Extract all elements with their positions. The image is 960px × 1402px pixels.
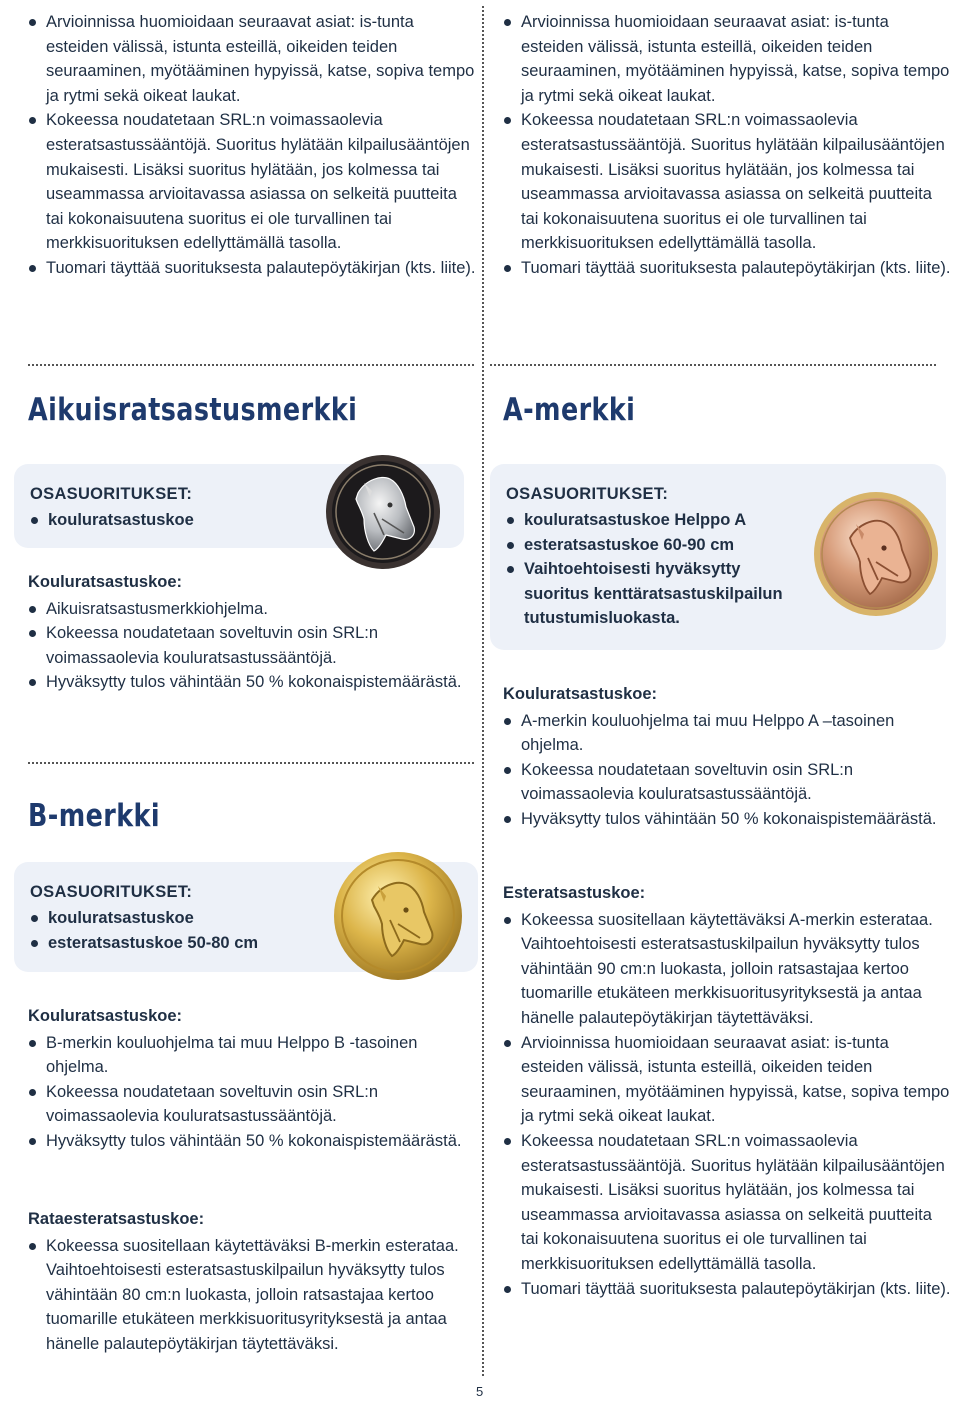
panel-title: OSASUORITUKSET:: [30, 883, 193, 901]
list-item: Aikuisratsastusmerkkiohjelma.: [28, 597, 476, 622]
subsection-title: Rataesteratsastuskoe:: [28, 1210, 205, 1228]
esteratsastuskoe-list: [503, 908, 951, 1302]
list-item: Arvioinnissa huomioidaan seuraavat asiat: is-tunta esteiden välissä, istunta esteillä, oikeiden teiden seuraaminen, myötääminen hypyissä, katse, sopiva tempo ja rytmi sekä oikeat laukat.: [503, 1031, 951, 1129]
list-item: Kokeessa noudatetaan SRL:n voimassaolevia esteratsastussääntöjä. Suoritus hylätään kilpailusääntöjen mukaisesti. Lisäksi suoritus hylätään, jos kolmessa tai useammassa arvioitavassa asiassa on selkeitä puutteita tai kokonaisuutena suoritus ei ole turvallinen tai merkkisuorituksen edellyttämällä tasolla.: [28, 108, 476, 256]
list-item: Tuomari täyttää suorituksesta palautepöytäkirjan (kts. liite).: [28, 256, 476, 281]
list-item: Hyväksytty tulos vähintään 50 % kokonaispistemäärästä.: [28, 670, 476, 695]
kouluratsastuskoe-a: [503, 682, 951, 832]
right-top-criteria: [503, 10, 951, 281]
kouluratsastuskoe-list: [28, 597, 476, 695]
subsection-title: Esteratsastuskoe:: [503, 884, 646, 902]
list-item: Arvioinnissa huomioidaan seuraavat asiat: is-tunta esteiden välissä, istunta esteillä, oikeiden teiden seuraaminen, myötääminen hypyissä, katse, sopiva tempo ja rytmi sekä oikeat laukat.: [28, 10, 476, 108]
left-top-list: [28, 10, 476, 281]
list-item: esteratsastuskoe 60-90 cm: [506, 533, 806, 558]
list-item: Arvioinnissa huomioidaan seuraavat asiat: is-tunta esteiden välissä, istunta esteillä, oikeiden teiden seuraaminen, myötääminen hypyissä, katse, sopiva tempo ja rytmi sekä oikeat laukat.: [503, 10, 951, 108]
kouluratsastuskoe-list: [28, 1031, 476, 1154]
list-item: Kokeessa noudatetaan SRL:n voimassaolevia esteratsastussääntöjä. Suoritus hylätään kilpailusääntöjen mukaisesti. Lisäksi suoritus hylätään, jos kolmessa tai useammassa arvioitavassa asiassa on selkeitä puutteita tai kokonaisuutena suoritus ei ole turvallinen tai merkkisuorituksen edellyttämällä tasolla.: [503, 108, 951, 256]
section-title-a-merkki: A-merkki: [503, 392, 636, 428]
list-item: Tuomari täyttää suorituksesta palautepöytäkirjan (kts. liite).: [503, 256, 951, 281]
panel-title: OSASUORITUKSET:: [30, 485, 193, 503]
subsection-title: Kouluratsastuskoe:: [28, 573, 183, 591]
panel-title: OSASUORITUKSET:: [506, 485, 669, 503]
list-item: kouluratsastuskoe Helppo A: [506, 508, 806, 533]
rataesteratsastuskoe-b: [28, 1207, 476, 1357]
list-item: Tuomari täyttää suorituksesta palautepöytäkirjan (kts. liite).: [503, 1277, 951, 1302]
gold-horse-badge: [332, 850, 464, 982]
right-top-list: [503, 10, 951, 281]
kouluratsastuskoe-list: [503, 709, 951, 832]
list-item: Vaihtoehtoisesti hyväksytty suoritus kenttäratsastuskilpailun tutustumisluokasta.: [506, 557, 806, 631]
bronze-horse-badge: [812, 490, 940, 618]
list-item: A-merkin kouluohjelma tai muu Helppo A –tasoinen ohjelma.: [503, 709, 951, 758]
separator-right-top: [490, 364, 936, 366]
left-top-criteria: [28, 10, 476, 281]
panel-list: [506, 508, 806, 631]
section-title-b-merkki: B-merkki: [28, 798, 160, 834]
list-item: Hyväksytty tulos vähintään 50 % kokonaispistemäärästä.: [28, 1129, 476, 1154]
list-item: Hyväksytty tulos vähintään 50 % kokonaispistemäärästä.: [503, 807, 951, 832]
subsection-title: Kouluratsastuskoe:: [503, 685, 658, 703]
list-item: Kokeessa suositellaan käytettäväksi A-merkin esterataa. Vaihtoehtoisesti esteratsastuskilpailun hyväksytty tulos vähintään 90 cm:n luokasta, jolloin ratsastajaa kertoo tuomarille etukäteen merkkisuoritusyrityksestä ja antaa hänelle palautepöytäkirjan täytettäväksi.: [503, 908, 951, 1031]
list-item: kouluratsastuskoe: [30, 508, 448, 533]
list-item: kouluratsastuskoe: [30, 906, 462, 931]
list-item: Kokeessa suositellaan käytettäväksi B-merkin esterataa. Vaihtoehtoisesti esteratsastuskilpailun hyväksytty tulos vähintään 80 cm:n luokasta, jolloin ratsastajaa kertoo tuomarille etukäteen merkkisuoritusyrityksestä ja antaa hänelle palautepöytäkirjan täytettäväksi.: [28, 1234, 476, 1357]
esteratsastuskoe-a: [503, 881, 951, 1301]
column-divider: [482, 6, 484, 1376]
rataesteratsastuskoe-list: [28, 1234, 476, 1357]
page-number: 5: [476, 1384, 484, 1399]
list-item: Kokeessa noudatetaan soveltuvin osin SRL:n voimassaolevia kouluratsastussääntöjä.: [503, 758, 951, 807]
kouluratsastuskoe-aikuis: [28, 570, 476, 695]
list-item: B-merkin kouluohjelma tai muu Helppo B -tasoinen ohjelma.: [28, 1031, 476, 1080]
separator-left-middle: [28, 762, 474, 764]
list-item: esteratsastuskoe 50-80 cm: [30, 931, 462, 956]
subsection-title: Kouluratsastuskoe:: [28, 1007, 183, 1025]
section-title-aikuisratsastusmerkki: Aikuisratsastusmerkki: [28, 392, 358, 428]
separator-left-top: [28, 364, 474, 366]
kouluratsastuskoe-b: [28, 1004, 476, 1154]
silver-horse-badge: [324, 453, 442, 571]
list-item: Kokeessa noudatetaan soveltuvin osin SRL:n voimassaolevia kouluratsastussääntöjä.: [28, 621, 476, 670]
list-item: Kokeessa noudatetaan SRL:n voimassaolevia esteratsastussääntöjä. Suoritus hylätään kilpailusääntöjen mukaisesti. Lisäksi suoritus hylätään, jos kolmessa tai useammassa arvioitavassa asiassa on selkeitä puutteita tai kokonaisuutena suoritus ei ole turvallinen tai merkkisuorituksen edellyttämällä tasolla.: [503, 1129, 951, 1277]
list-item: Kokeessa noudatetaan soveltuvin osin SRL:n voimassaolevia kouluratsastussääntöjä.: [28, 1080, 476, 1129]
